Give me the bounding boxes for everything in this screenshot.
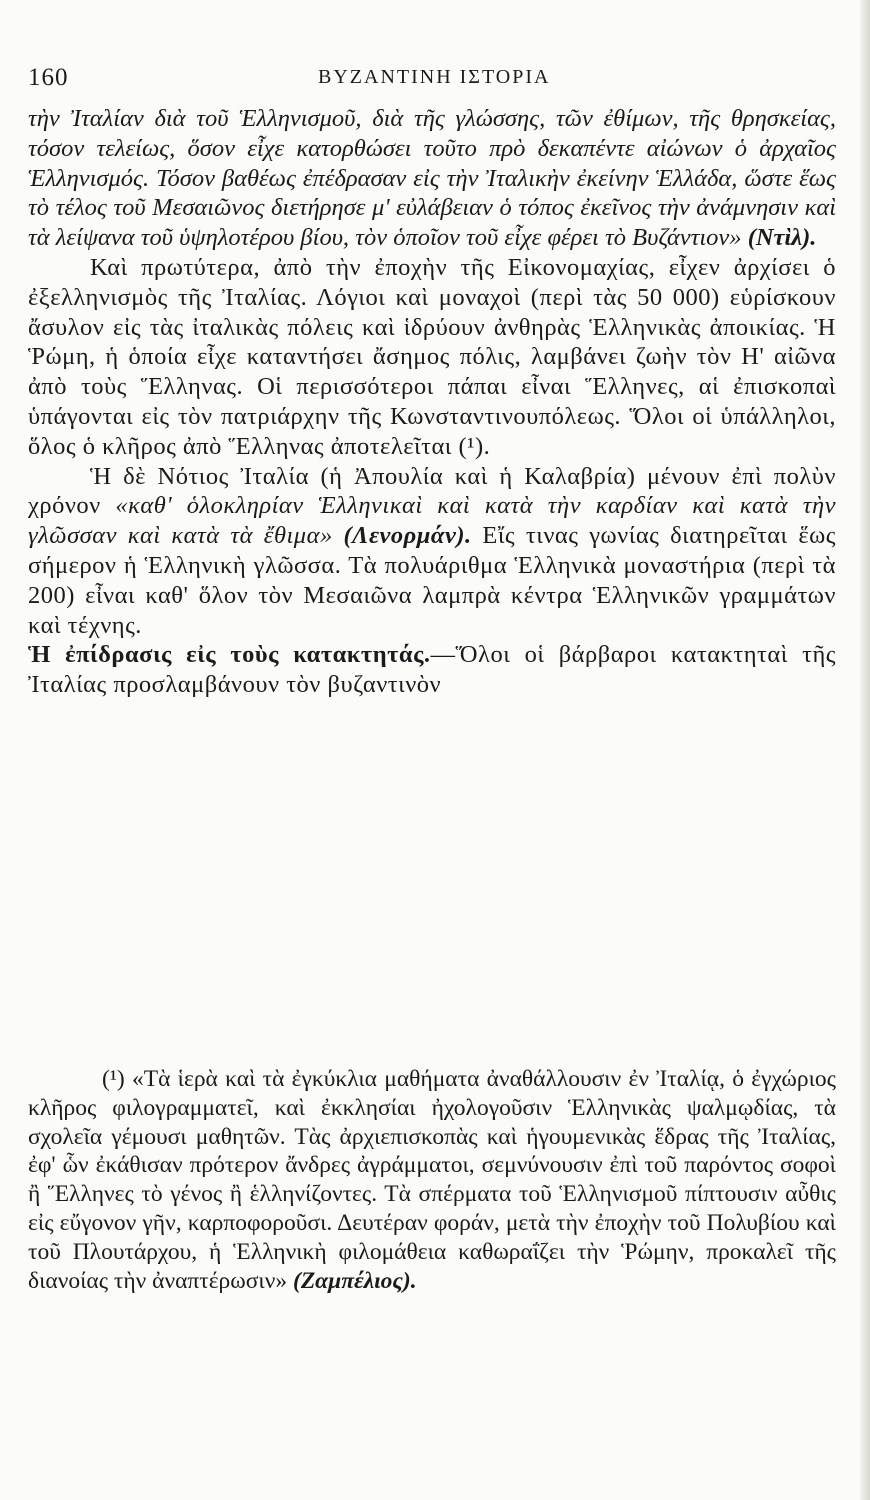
page-header bbox=[28, 64, 848, 94]
paragraph-2-quote: «καθ' ὁλοκληρίαν Ἑλληνικαὶ καὶ κατὰ τὴν καρδίαν καὶ κατὰ τὴν γλῶσσαν καὶ κατὰ τὰ ἔθιμα» bbox=[28, 492, 836, 550]
paragraph-3-text: —Ὅλοι οἱ βάρβαροι κατακτηταὶ τῆς Ἰταλίας προσλαμβάνουν τὸν βυζαντινὸν bbox=[28, 641, 836, 699]
paragraph-2-start: Ἡ δὲ Νότιος Ἰταλία (ἡ Ἀπουλία καὶ ἡ Καλαβρία) μένουν ἐπὶ πολὺν χρόνον bbox=[28, 462, 836, 520]
quote-paragraph bbox=[28, 104, 836, 253]
quote-text: τὴν Ἰταλίαν διὰ τοῦ Ἑλληνισμοῦ, διὰ τῆς γλώσσης, τῶν ἐθίμων, τῆς θρησκείας, τόσον τελείως, ὅσον εἶχε κατορθώσει τοῦτο πρὸ δεκαπέντε αἰώνων ὁ ἀρχαῖος Ἑλληνισμός. Τόσον βαθέως ἐπέδρασαν εἰς τὴν Ἰταλικὴν ἐκείνην Ἑλλάδα, ὥστε ἕως τὸ τέλος τοῦ Μεσαιῶνος διετήρησε μ' εὐλάβειαν ὁ τόπος ἐκεῖνος τὴν ἀνάμνησιν καὶ τὰ λείψανα τοῦ ὑψηλοτέρου βίου, τὸν ὁποῖον τοῦ εἶχε φέρει τὸ Βυζάντιον» bbox=[28, 105, 836, 252]
paragraph-2-end: Εἴς τινας γωνίας διατηρεῖται ἕως σήμερον ἡ Ἑλληνικὴ γλῶσσα. Τὰ πολυάριθμα Ἑλληνικὰ μοναστήρια (περὶ τὰ 200) εἶναι καθ' ὅλον τὸν Μεσαιῶνα λαμπρὰ κέντρα Ἑλληνικῶν γραμμάτων καὶ τέχνης. bbox=[28, 522, 837, 639]
footnote-source: (Ζαμπέλιος). bbox=[293, 1267, 417, 1294]
paragraph-3 bbox=[28, 640, 836, 700]
footnote bbox=[28, 1065, 836, 1295]
section-heading: Ἡ ἐπίδρασις εἰς τοὺς κατακτητάς. bbox=[28, 641, 431, 669]
footnote-paragraph bbox=[28, 1065, 836, 1295]
footnote-text: (¹) «Τὰ ἱερὰ καὶ τὰ ἐγκύκλια μαθήματα ἀναθάλλουσιν ἐν Ἰταλίᾳ, ὁ ἐγχώριος κλῆρος φιλογραμματεῖ, καὶ ἐκκλησίαι ἠχολογοῦσιν Ἑλληνικὰς ψαλμῳδίας, τὰ σχολεῖα γέμουσι μαθητῶν. Τὰς ἀρχιεπισκοπὰς καὶ ἡγουμενικὰς ἕδρας τῆς Ἰταλίας, ἐφ' ὧν ἐκάθισαν πρότερον ἄνδρες ἀγράμματοι, σεμνύνουσιν ἐπὶ τοῦ παρόντος σοφοὶ ἢ Ἕλληνες τὸ γένος ἢ ἑλληνίζοντες. Τὰ σπέρματα τοῦ Ἑλληνισμοῦ πίπτουσιν αὖθις εἰς εὔγονον γῆν, καρποφοροῦσι. Δευτέραν φοράν, μετὰ τὴν ἐποχὴν τοῦ Πολυβίου καὶ τοῦ Πλουτάρχου, ἡ Ἑλληνικὴ φιλομάθεια καθωραΐζει τὴν Ῥώμην, προκαλεῖ τῆς διανοίας τὴν ἀναπτέρωσιν» bbox=[28, 1066, 836, 1294]
main-text bbox=[28, 104, 836, 700]
quote-source: (Ντὶλ). bbox=[747, 224, 817, 252]
running-head: ΒΥΖΑΝΤΙΝΗ ΙΣΤΟΡΙΑ bbox=[318, 66, 551, 88]
paragraph-2 bbox=[28, 462, 836, 641]
paragraph-2-source: (Λενορμάν). bbox=[343, 522, 472, 550]
page-number: 160 bbox=[28, 64, 69, 91]
paragraph-1: Καὶ πρωτύτερα, ἀπὸ τὴν ἐποχὴν τῆς Εἰκονομαχίας, εἶχεν ἀρχίσει ὁ ἐξελληνισμὸς τῆς Ἰταλίας. Λόγιοι καὶ μοναχοὶ (περὶ τὰς 50 000) εὑρίσκουν ἄσυλον εἰς τὰς ἰταλικὰς πόλεις καὶ ἱδρύουν ἀνθηρὰς Ἑλληνικὰς ἀποικίας. Ἡ Ῥώμη, ἡ ὁποία εἶχε καταντήσει ἄσημος πόλις, λαμβάνει ζωὴν τὸν Η' αἰῶνα ἀπὸ τοὺς Ἕλληνας. Οἱ περισσότεροι πάπαι εἶναι Ἕλληνες, αἱ ἐπισκοπαὶ ὑπάγονται εἰς τὸν πατριάρχην τῆς Κωνσταντινουπόλεως. Ὅλοι οἱ ὑπάλληλοι, ὅλος ὁ κλῆρος ἀπὸ Ἕλληνας ἀποτελεῖται (¹). bbox=[28, 253, 836, 460]
page-edge bbox=[860, 0, 870, 1500]
